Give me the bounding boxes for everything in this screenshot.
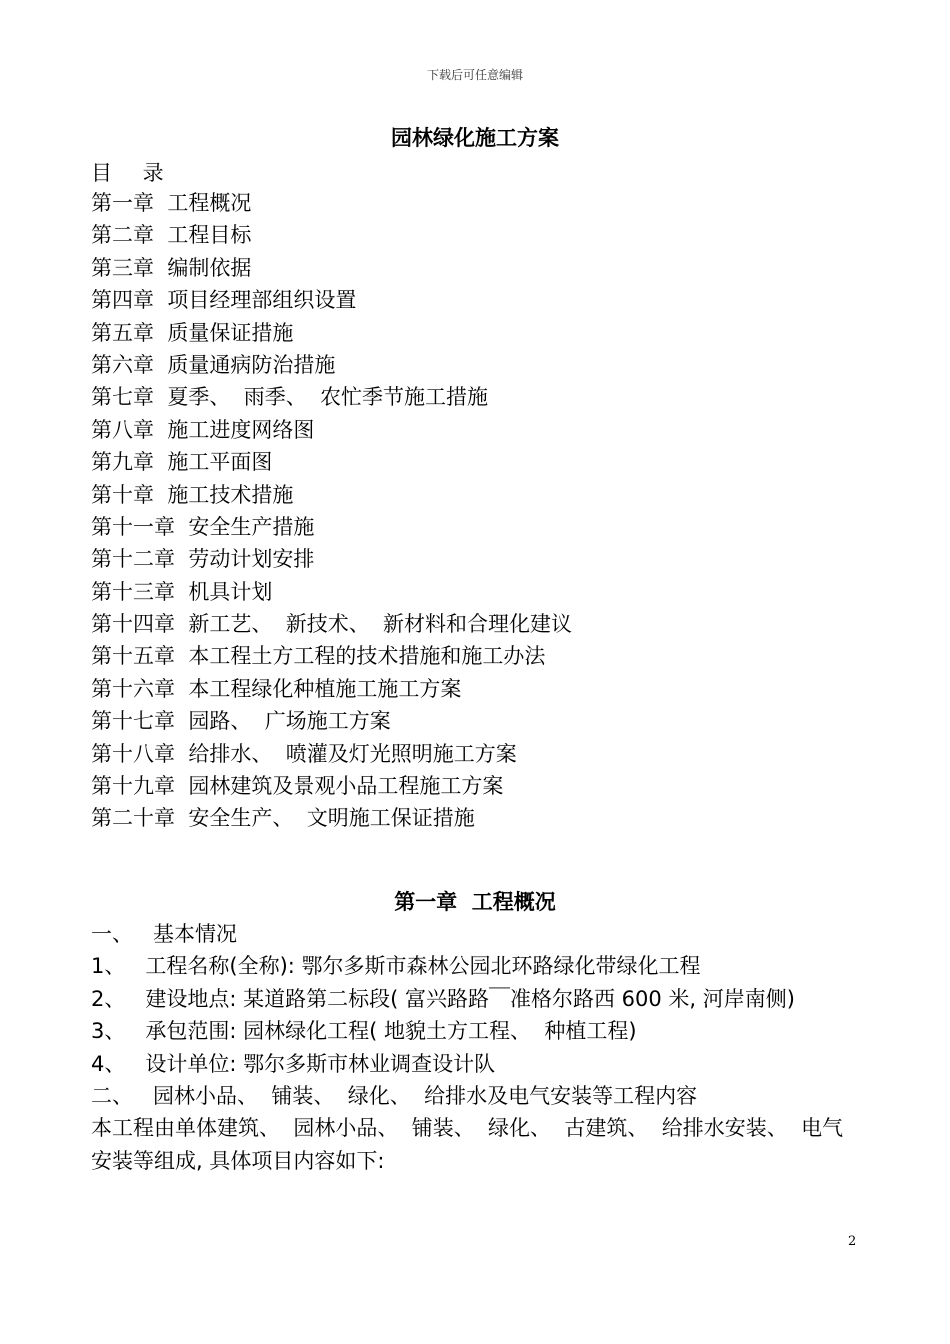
toc-item: 第四章 项目经理部组织设置 [91, 288, 357, 313]
chapter-title: 第一章 工程概况 [394, 890, 556, 914]
toc-item: 第九章 施工平面图 [91, 450, 273, 475]
toc-item: 第十七章 园路、 广场施工方案 [91, 709, 391, 734]
chapter-body [91, 918, 861, 1177]
toc-item: 第十二章 劳动计划安排 [91, 547, 315, 572]
toc-item: 第十四章 新工艺、 新技术、 新材料和合理化建议 [91, 612, 573, 637]
toc-item: 第八章 施工进度网络图 [91, 417, 315, 442]
paragraph-scope: 3、 承包范围: 园林绿化工程( 地貌土方工程、 种植工程) [91, 1019, 637, 1044]
toc-item: 第十九章 园林建筑及景观小品工程施工方案 [91, 774, 504, 799]
document-title: 园林绿化施工方案 [391, 126, 559, 150]
toc-item: 第十八章 给排水、 喷灌及灯光照明施工方案 [91, 741, 517, 766]
toc-heading: 目 录 [91, 161, 176, 185]
toc-item: 第七章 夏季、 雨季、 农忙季节施工措施 [91, 385, 489, 410]
page-number: 2 [848, 1234, 857, 1249]
toc-item: 第三章 编制依据 [91, 255, 252, 280]
page-header-note: 下载后可任意编辑 [426, 68, 523, 82]
toc-item: 第十三章 机具计划 [91, 579, 273, 604]
section-heading-work-content: 二、 园林小品、 铺装、 绿化、 给排水及电气安装等工程内容 [91, 1084, 698, 1109]
section-heading-basic-info: 一、 基本情况 [91, 922, 238, 946]
toc-item: 第一章 工程概况 [91, 191, 252, 215]
toc-item: 第十五章 本工程土方工程的技术措施和施工办法 [91, 644, 546, 669]
toc-item: 第二章 工程目标 [91, 223, 252, 248]
table-of-contents [91, 187, 572, 835]
toc-item: 第六章 质量通病防治措施 [91, 352, 336, 377]
toc-item: 第十一章 安全生产措施 [91, 514, 315, 539]
paragraph-design-unit: 4、 设计单位: 鄂尔多斯市林业调查设计队 [91, 1051, 496, 1076]
paragraph-location: 2、 建设地点: 某道路第二标段( 富兴路路￣准格尔路西 600 米, 河岸南侧) [91, 986, 795, 1011]
toc-item: 第十六章 本工程绿化种植施工施工方案 [91, 676, 462, 701]
paragraph-composition: 本工程由单体建筑、 园林小品、 铺装、 绿化、 古建筑、 给排水安装、 电气安装等组成, 具体项目内容如下: [91, 1116, 844, 1173]
paragraph-project-name: 1、 工程名称(全称): 鄂尔多斯市森林公园北环路绿化带绿化工程 [91, 954, 701, 979]
toc-item: 第二十章 安全生产、 文明施工保证措施 [91, 806, 475, 831]
toc-item: 第十章 施工技术措施 [91, 482, 294, 507]
toc-item: 第五章 质量保证措施 [91, 320, 294, 345]
